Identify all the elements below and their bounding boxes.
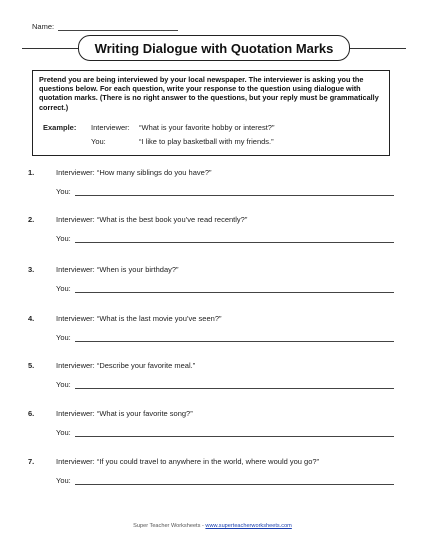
answer-line[interactable] <box>75 187 394 196</box>
page-footer <box>0 523 425 529</box>
example-interviewer-label: Interviewer: <box>91 123 130 132</box>
question-text: Interviewer: “What is the last movie you’ve seen?” <box>56 314 222 323</box>
you-label: You: <box>56 187 71 196</box>
answer-line[interactable] <box>75 333 394 342</box>
you-label: You: <box>56 234 71 243</box>
answer-line[interactable] <box>75 476 394 485</box>
question-text: Interviewer: “If you could travel to anywhere in the world, where would you go?” <box>56 457 320 466</box>
page-title: Writing Dialogue with Quotation Marks <box>78 35 350 61</box>
footer-brand: Super Teacher Worksheets <box>133 523 201 529</box>
answer-line[interactable] <box>75 380 394 389</box>
you-label: You: <box>56 428 71 437</box>
answer-line[interactable] <box>75 428 394 437</box>
you-label: You: <box>56 380 71 389</box>
title-banner <box>22 35 406 61</box>
you-label: You: <box>56 333 71 342</box>
question-number: 3. <box>28 265 35 274</box>
name-blank-line[interactable] <box>58 22 178 31</box>
question-number: 4. <box>28 314 35 323</box>
example-you-label: You: <box>91 137 106 146</box>
example-label: Example: <box>43 123 77 132</box>
question-number: 7. <box>28 457 35 466</box>
instructions-box <box>32 70 390 156</box>
question-text: Interviewer: “What is your favorite song?” <box>56 409 193 418</box>
example-interviewer-text: “What is your favorite hobby or interest?” <box>139 123 275 132</box>
question-text: Interviewer: “Describe your favorite meal.” <box>56 361 196 370</box>
example-you-text: “I like to play basketball with my friends.” <box>139 137 274 146</box>
you-label: You: <box>56 284 71 293</box>
question-number: 1. <box>28 168 35 177</box>
question-number: 6. <box>28 409 35 418</box>
answer-line[interactable] <box>75 234 394 243</box>
question-text: Interviewer: “When is your birthday?” <box>56 265 179 274</box>
answer-line[interactable] <box>75 284 394 293</box>
name-label: Name: <box>32 22 55 31</box>
you-label: You: <box>56 476 71 485</box>
footer-link[interactable]: www.superteacherworksheets.com <box>205 523 292 529</box>
name-field-row <box>32 22 178 31</box>
instructions-text: Pretend you are being interviewed by your local newspaper. The interviewer is asking you the questions below. For each question, write your response to the question using dialogue with quotation marks. (There is no right answer to the questions, but your reply must be grammatically correct.) <box>39 75 379 112</box>
question-number: 2. <box>28 215 35 224</box>
footer-separator: - <box>201 523 204 529</box>
question-number: 5. <box>28 361 35 370</box>
question-text: Interviewer: “How many siblings do you have?” <box>56 168 212 177</box>
question-text: Interviewer: “What is the best book you’ve read recently?” <box>56 215 248 224</box>
